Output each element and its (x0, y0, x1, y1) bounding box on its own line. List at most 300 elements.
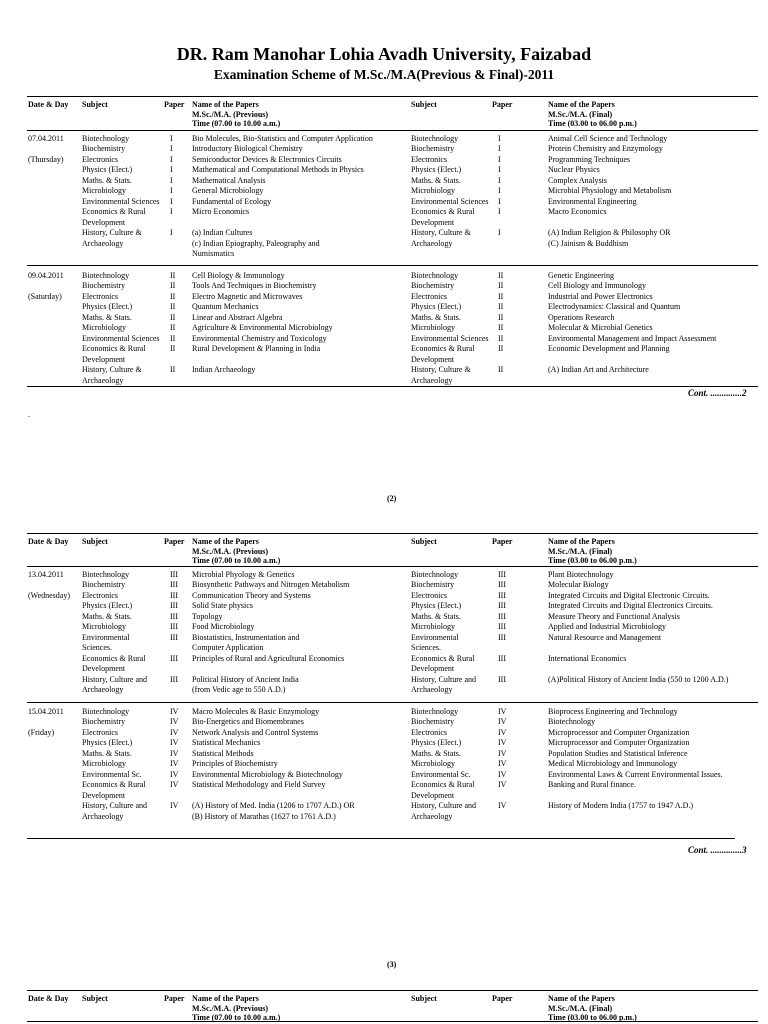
header2-name-final-line3: Time (03.00 to 06.00 p.m.) (548, 556, 637, 565)
paper-name-prev: Mathematical Analysis (192, 175, 266, 185)
page-number-3: (3) (387, 960, 397, 969)
paper-final: II (498, 281, 504, 291)
subject-final: Biochemistry (411, 281, 455, 291)
paper-prev: II (170, 312, 176, 322)
paper-name-final: International Economics (548, 653, 627, 663)
paper-name-prev: Linear and Abstract Algebra (192, 312, 283, 322)
subject-final: Electronics (411, 291, 447, 301)
paper-prev: IV (170, 801, 179, 811)
subject-prev: Development (82, 790, 126, 800)
header-name-final (548, 100, 637, 129)
paper-name-final: Nuclear Physics (548, 165, 600, 175)
paper-name-final: Industrial and Power Electronics (548, 291, 653, 301)
subject-final: Maths. & Stats. (411, 312, 461, 322)
subject-final: Maths. & Stats. (411, 748, 461, 758)
paper-name-final: Operations Research (548, 312, 615, 322)
paper-name-prev: (B) History of Marathas (1627 to 1761 A.D.) (192, 811, 336, 821)
paper-name-final: Plant Biotechnology (548, 570, 614, 579)
subject-prev: Biochemistry (82, 717, 126, 727)
paper-final: II (498, 344, 504, 354)
subject-prev: Electronics (82, 590, 118, 600)
subject-final: Environmental Sciences (411, 333, 489, 343)
subject-final: Development (411, 790, 455, 800)
subject-final: Biochemistry (411, 580, 455, 590)
exam-date: 15.04.2011 (28, 707, 64, 716)
table2-top-rule (27, 533, 758, 534)
subject-final: Microbiology (411, 622, 455, 632)
subject-prev: Biotechnology (82, 271, 130, 280)
paper-prev: IV (170, 727, 179, 737)
paper-prev: III (170, 674, 178, 684)
header3-name-prev-line3: Time (07.00 to 10.00 a.m.) (192, 1013, 281, 1022)
subject-prev: Biochemistry (82, 281, 126, 291)
paper-prev: I (170, 175, 173, 185)
paper-prev: III (170, 580, 178, 590)
subject-final: Physics (Elect.) (411, 738, 462, 748)
paper-name-prev: Microbial Phyology & Genetics (192, 570, 295, 579)
paper-name-prev: Communication Theory and Systems (192, 590, 311, 600)
paper-name-prev: Tools And Techniques in Biochemistry (192, 281, 317, 291)
subject-prev: Development (82, 217, 126, 227)
subject-final: Physics (Elect.) (411, 302, 462, 312)
exam-date: 07.04.2011 (28, 134, 64, 143)
subject-final: Maths. & Stats. (411, 611, 461, 621)
header-name-final-line3: Time (03.00 to 06.00 p.m.) (548, 119, 637, 128)
exam-day: (Saturday) (28, 291, 62, 301)
subject-prev: Biochemistry (82, 144, 126, 154)
subject-final: Archaeology (411, 811, 453, 821)
subject-final: Development (411, 664, 455, 674)
paper-name-final: Microbial Physiology and Metabolism (548, 186, 672, 196)
paper-final: III (498, 674, 506, 684)
subject-prev: Environmental Sc. (82, 769, 142, 779)
paper-prev: III (170, 570, 178, 579)
subject-final: Archaeology (411, 684, 453, 694)
paper-prev: II (170, 291, 176, 301)
paper-name-prev: Semiconductor Devices & Electronics Circuits (192, 154, 342, 164)
paper-prev: I (170, 196, 173, 206)
paper-final: IV (498, 738, 507, 748)
paper-prev: I (170, 134, 173, 143)
paper-final: I (498, 228, 501, 238)
paper-name-final: Protein Chemistry and Enzymology (548, 144, 663, 154)
table3-top-rule (27, 990, 758, 991)
paper-name-final: Applied and Industrial Microbiology (548, 622, 666, 632)
paper-name-final: Genetic Engineering (548, 271, 614, 280)
paper-prev: II (170, 344, 176, 354)
paper-prev: II (170, 333, 176, 343)
subject-final: Biotechnology (411, 134, 459, 143)
header-bottom-rule (27, 130, 758, 131)
table-top-rule (27, 96, 758, 97)
paper-name-prev: (c) Indian Epiography, Paleography and (192, 238, 320, 248)
header2-subject-2: Subject (411, 537, 437, 546)
paper-name-prev: Statistical Methods (192, 748, 254, 758)
paper-prev: I (170, 144, 173, 154)
paper-name-final: Bioprocess Engineering and Technology (548, 707, 678, 716)
subject-prev: Archaeology (82, 811, 124, 821)
header3-name-final-line1: Name of the Papers (548, 994, 615, 1003)
paper-name-prev: Principles of Biochemistry (192, 759, 278, 769)
paper-final: IV (498, 780, 507, 790)
subject-final: Development (411, 217, 455, 227)
header3-name-final (548, 994, 637, 1023)
paper-final: III (498, 611, 506, 621)
subject-final: Microbiology (411, 759, 455, 769)
header3-bottom-rule (27, 1021, 758, 1022)
paper-name-final: Banking and Rural finance. (548, 780, 636, 790)
subject-final: Electronics (411, 727, 447, 737)
paper-name-prev: Agriculture & Environmental Microbiology (192, 323, 333, 333)
page1-bottom-rule (27, 386, 758, 387)
paper-name-prev: Cell Biology & Immunology (192, 271, 285, 280)
subject-prev: Biotechnology (82, 570, 130, 579)
paper-name-final: Integrated Circuits and Digital Electronic Circuits. (548, 590, 710, 600)
block2-separator-rule (27, 702, 758, 703)
paper-name-final: (A) Indian Religion & Philosophy OR (548, 228, 671, 238)
paper-name-prev: Statistical Mechanics (192, 738, 261, 748)
paper-final: I (498, 165, 501, 175)
paper-prev: IV (170, 717, 179, 727)
subject-prev: Archaeology (82, 238, 124, 248)
header-subject: Subject (82, 100, 108, 109)
paper-final: IV (498, 769, 507, 779)
header3-subject-2: Subject (411, 994, 437, 1003)
paper-name-prev: Indian Archaeology (192, 365, 256, 375)
exam-date: 09.04.2011 (28, 271, 64, 280)
subject-prev: Archaeology (82, 375, 124, 385)
paper-final: IV (498, 801, 507, 811)
subject-final: Environmental Sciences (411, 196, 489, 206)
subject-prev: Archaeology (82, 684, 124, 694)
block-separator-rule (27, 265, 758, 266)
header2-paper-2: Paper (492, 537, 513, 546)
subject-final: Microbiology (411, 186, 455, 196)
subject-prev: Biotechnology (82, 134, 130, 143)
subject-prev: Biochemistry (82, 580, 126, 590)
subject-final: Economics & Rural (411, 780, 475, 790)
stray-dot: . (28, 410, 30, 419)
subject-prev: History, Culture and (82, 801, 148, 811)
subject-prev: Microbiology (82, 622, 126, 632)
paper-final: II (498, 312, 504, 322)
subject-prev: Environmental (82, 632, 130, 642)
subject-prev: Biotechnology (82, 707, 130, 716)
paper-name-final: Cell Biology and Immunology (548, 281, 646, 291)
paper-name-prev: Topology (192, 611, 223, 621)
paper-name-prev: Solid State physics (192, 601, 253, 611)
paper-prev: III (170, 622, 178, 632)
header3-subject: Subject (82, 994, 108, 1003)
paper-final: III (498, 653, 506, 663)
paper-name-final: Environmental Engineering (548, 196, 637, 206)
subject-prev: Maths. & Stats. (82, 748, 132, 758)
header2-name-final (548, 537, 637, 566)
paper-prev: I (170, 165, 173, 175)
subject-prev: Economics & Rural (82, 344, 146, 354)
paper-prev: III (170, 601, 178, 611)
header2-name-prev (192, 537, 280, 566)
paper-name-prev: Environmental Chemistry and Toxicology (192, 333, 327, 343)
subject-final: Development (411, 354, 455, 364)
header-subject-2: Subject (411, 100, 437, 109)
header2-paper: Paper (164, 537, 185, 546)
subject-final: Physics (Elect.) (411, 165, 462, 175)
paper-final: III (498, 601, 506, 611)
header3-name-prev (192, 994, 280, 1023)
subject-final: Economics & Rural (411, 653, 475, 663)
subject-prev: Microbiology (82, 186, 126, 196)
paper-name-final: Electrodynamics: Classical and Quantum (548, 302, 681, 312)
subject-prev: Microbiology (82, 323, 126, 333)
paper-prev: II (170, 365, 176, 375)
paper-prev: IV (170, 769, 179, 779)
subject-prev: Physics (Elect.) (82, 302, 133, 312)
paper-final: II (498, 323, 504, 333)
paper-name-final: Molecular & Microbial Genetics (548, 323, 653, 333)
page-number-2: (2) (387, 494, 397, 503)
paper-name-prev: General Microbiology (192, 186, 264, 196)
paper-name-prev: Micro Economics (192, 207, 250, 217)
paper-name-final: Microprocessor and Computer Organization (548, 727, 690, 737)
header3-name-prev-line2: M.Sc./M.A. (Previous) (192, 1003, 269, 1013)
header3-date-day: Date & Day (28, 994, 69, 1003)
paper-name-final: Natural Resource and Management (548, 632, 662, 642)
paper-final: IV (498, 748, 507, 758)
header-name-prev-line3: Time (07.00 to 10.00 a.m.) (192, 119, 281, 128)
header-name-prev-line2: M.Sc./M.A. (Previous) (192, 109, 269, 119)
paper-name-final: (A) Indian Art and Architecture (548, 365, 649, 375)
paper-prev: III (170, 590, 178, 600)
paper-final: III (498, 632, 506, 642)
paper-name-final: Environmental Management and Impact Assessment (548, 333, 717, 343)
subject-final: Economics & Rural (411, 207, 475, 217)
paper-final: II (498, 271, 504, 280)
paper-name-final: Programming Techniques (548, 154, 631, 164)
paper-prev: III (170, 632, 178, 642)
paper-name-final: Environmental Laws & Current Environmental Issues. (548, 769, 723, 779)
subject-final: Microbiology (411, 323, 455, 333)
header3-name-final-line2: M.Sc./M.A. (Final) (548, 1003, 613, 1013)
subject-prev: Development (82, 354, 126, 364)
paper-prev: II (170, 271, 176, 280)
paper-prev: IV (170, 748, 179, 758)
subject-prev: Physics (Elect.) (82, 738, 133, 748)
paper-name-final: Medical Microbiology and Immunology (548, 759, 678, 769)
paper-name-prev: (from Vedic age to 550 A.D.) (192, 684, 286, 694)
subject-final: Maths. & Stats. (411, 175, 461, 185)
paper-final: IV (498, 759, 507, 769)
subject-final: Economics & Rural (411, 344, 475, 354)
subject-prev: History, Culture & (82, 228, 142, 238)
subject-final: Electronics (411, 590, 447, 600)
paper-prev: I (170, 154, 173, 164)
subject-final: Sciences. (411, 643, 441, 653)
paper-prev: I (170, 228, 173, 238)
paper-final: II (498, 333, 504, 343)
header2-name-prev-line2: M.Sc./M.A. (Previous) (192, 546, 269, 556)
header3-paper: Paper (164, 994, 185, 1003)
exam-day: (Thursday) (28, 154, 64, 164)
paper-final: II (498, 365, 504, 375)
paper-final: IV (498, 727, 507, 737)
paper-final: I (498, 186, 501, 196)
header2-name-prev-line3: Time (07.00 to 10.00 a.m.) (192, 556, 281, 565)
subject-final: Environmental Sc. (411, 769, 471, 779)
subject-prev: Environmental Sciences (82, 333, 160, 343)
paper-final: I (498, 196, 501, 206)
subject-prev: Sciences. (82, 643, 112, 653)
paper-name-final: Animal Cell Science and Technology (548, 134, 668, 143)
paper-name-final: Complex Analysis (548, 175, 607, 185)
paper-name-final: Biotechnology (548, 717, 596, 727)
paper-final: I (498, 175, 501, 185)
paper-name-prev: Biostatistics, Instrumentation and (192, 632, 300, 642)
paper-name-final: (C) Jainism & Buddhism (548, 238, 629, 248)
paper-prev: II (170, 302, 176, 312)
paper-name-prev: Bio Molecules, Bio-Statistics and Computer Application (192, 134, 373, 143)
subject-final: Archaeology (411, 238, 453, 248)
subject-final: History, Culture & (411, 365, 471, 375)
paper-final: III (498, 622, 506, 632)
subject-final: Biotechnology (411, 570, 459, 579)
paper-prev: IV (170, 707, 179, 716)
paper-name-final: (A)Political History of Ancient India (550 to 1200 A.D.) (548, 674, 729, 684)
exam-scheme-subtitle: Examination Scheme of M.Sc./M.A(Previous & Final)-2011 (213, 67, 555, 82)
paper-prev: I (170, 207, 173, 217)
subject-prev: Physics (Elect.) (82, 165, 133, 175)
paper-name-final: Economic Development and Planning (548, 344, 670, 354)
paper-prev: III (170, 611, 178, 621)
paper-name-prev: Political History of Ancient India (192, 674, 299, 684)
subject-final: History, Culture & (411, 228, 471, 238)
paper-prev: IV (170, 780, 179, 790)
header2-bottom-rule (27, 566, 758, 567)
paper-name-prev: Biosynthetic Pathways and Nitrogen Metabolism (192, 580, 350, 590)
paper-prev: II (170, 323, 176, 333)
subject-prev: Electronics (82, 291, 118, 301)
header-paper: Paper (164, 100, 185, 109)
paper-prev: II (170, 281, 176, 291)
exam-day: (Friday) (28, 727, 55, 737)
paper-name-prev: Food Microbiology (192, 622, 255, 632)
paper-name-prev: (a) Indian Cultures (192, 228, 253, 238)
header-name-final-line1: Name of the Papers (548, 100, 615, 109)
paper-name-final: Measure Theory and Functional Analysis (548, 611, 680, 621)
subject-prev: Environmental Sciences (82, 196, 160, 206)
subject-final: Electronics (411, 154, 447, 164)
subject-final: Biotechnology (411, 271, 459, 280)
paper-name-prev: Principles of Rural and Agricultural Economics (192, 653, 345, 663)
paper-name-prev: Bio-Energetics and Biomembranes (192, 717, 304, 727)
subject-final: History, Culture and (411, 674, 477, 684)
subject-prev: Microbiology (82, 759, 126, 769)
header3-name-final-line3: Time (03.00 to 06.00 p.m.) (548, 1013, 637, 1022)
subject-prev: Economics & Rural (82, 207, 146, 217)
header-name-prev-line1: Name of the Papers (192, 100, 259, 109)
paper-name-prev: Introductory Biological Chemistry (192, 144, 303, 154)
university-title: DR. Ram Manohar Lohia Avadh University, Faizabad (176, 44, 592, 64)
paper-name-prev: Computer Application (192, 643, 264, 653)
subject-final: Archaeology (411, 375, 453, 385)
subject-final: Biochemistry (411, 144, 455, 154)
paper-final: III (498, 580, 506, 590)
paper-prev: III (170, 653, 178, 663)
paper-name-prev: Statistical Methodology and Field Survey (192, 780, 326, 790)
subject-prev: Electronics (82, 727, 118, 737)
subject-prev: Physics (Elect.) (82, 601, 133, 611)
subject-final: Biotechnology (411, 707, 459, 716)
paper-name-prev: Mathematical and Computational Methods in Physics (192, 165, 364, 175)
paper-name-prev: Electro Magnetic and Microwaves (192, 291, 303, 301)
paper-name-final: Integrated Circuits and Digital Electronics Circuits. (548, 601, 713, 611)
paper-name-prev: Macro Molecules & Basic Enzymology (192, 707, 320, 716)
subject-final: Environmental (411, 632, 459, 642)
paper-name-prev: Quantum Mechanics (192, 302, 259, 312)
paper-name-final: Microprocessor and Computer Organization (548, 738, 690, 748)
header2-name-prev-line1: Name of the Papers (192, 537, 259, 546)
paper-final: IV (498, 707, 507, 716)
paper-name-prev: Rural Development & Planning in India (192, 344, 321, 354)
paper-name-final: Population Studies and Statistical Inference (548, 748, 688, 758)
paper-name-prev: Fundamental of Ecology (192, 196, 272, 206)
subject-prev: Maths. & Stats. (82, 312, 132, 322)
header-name-prev (192, 100, 280, 129)
paper-final: I (498, 207, 501, 217)
header-date-day: Date & Day (28, 100, 69, 109)
subject-final: Biochemistry (411, 717, 455, 727)
subject-prev: Maths. & Stats. (82, 175, 132, 185)
continued-note-2: Cont. ..............2 (688, 388, 747, 398)
subject-prev: History, Culture & (82, 365, 142, 375)
subject-final: Physics (Elect.) (411, 601, 462, 611)
continued-note-3: Cont. ..............3 (688, 845, 747, 855)
header2-name-final-line2: M.Sc./M.A. (Final) (548, 546, 613, 556)
paper-final: I (498, 134, 501, 143)
paper-name-prev: (A) History of Med. India (1206 to 1707 A.D.) OR (192, 801, 355, 811)
header-name-final-line2: M.Sc./M.A. (Final) (548, 109, 613, 119)
paper-name-final: Molecular Biology (548, 580, 609, 590)
header3-name-prev-line1: Name of the Papers (192, 994, 259, 1003)
header2-date-day: Date & Day (28, 537, 69, 546)
subject-prev: Economics & Rural (82, 780, 146, 790)
subject-prev: Development (82, 664, 126, 674)
exam-day: (Wednesday) (28, 590, 71, 600)
subject-prev: History, Culture and (82, 674, 148, 684)
paper-final: I (498, 144, 501, 154)
paper-name-prev: Network Analysis and Control Systems (192, 727, 319, 737)
subject-final: History, Culture and (411, 801, 477, 811)
subject-prev: Maths. & Stats. (82, 611, 132, 621)
paper-name-prev: Numismatics (192, 248, 235, 258)
paper-final: III (498, 590, 506, 600)
paper-prev: IV (170, 738, 179, 748)
paper-final: II (498, 302, 504, 312)
paper-name-final: Macro Economics (548, 207, 607, 217)
paper-final: III (498, 570, 506, 579)
paper-final: IV (498, 717, 507, 727)
paper-final: I (498, 154, 501, 164)
paper-prev: IV (170, 759, 179, 769)
header3-paper-2: Paper (492, 994, 513, 1003)
paper-prev: I (170, 186, 173, 196)
page2-bottom-rule (27, 838, 735, 839)
header-paper-2: Paper (492, 100, 513, 109)
paper-final: II (498, 291, 504, 301)
exam-date: 13.04.2011 (28, 570, 64, 579)
subject-prev: Electronics (82, 154, 118, 164)
paper-name-final: History of Modern India (1757 to 1947 A.D.) (548, 801, 694, 811)
